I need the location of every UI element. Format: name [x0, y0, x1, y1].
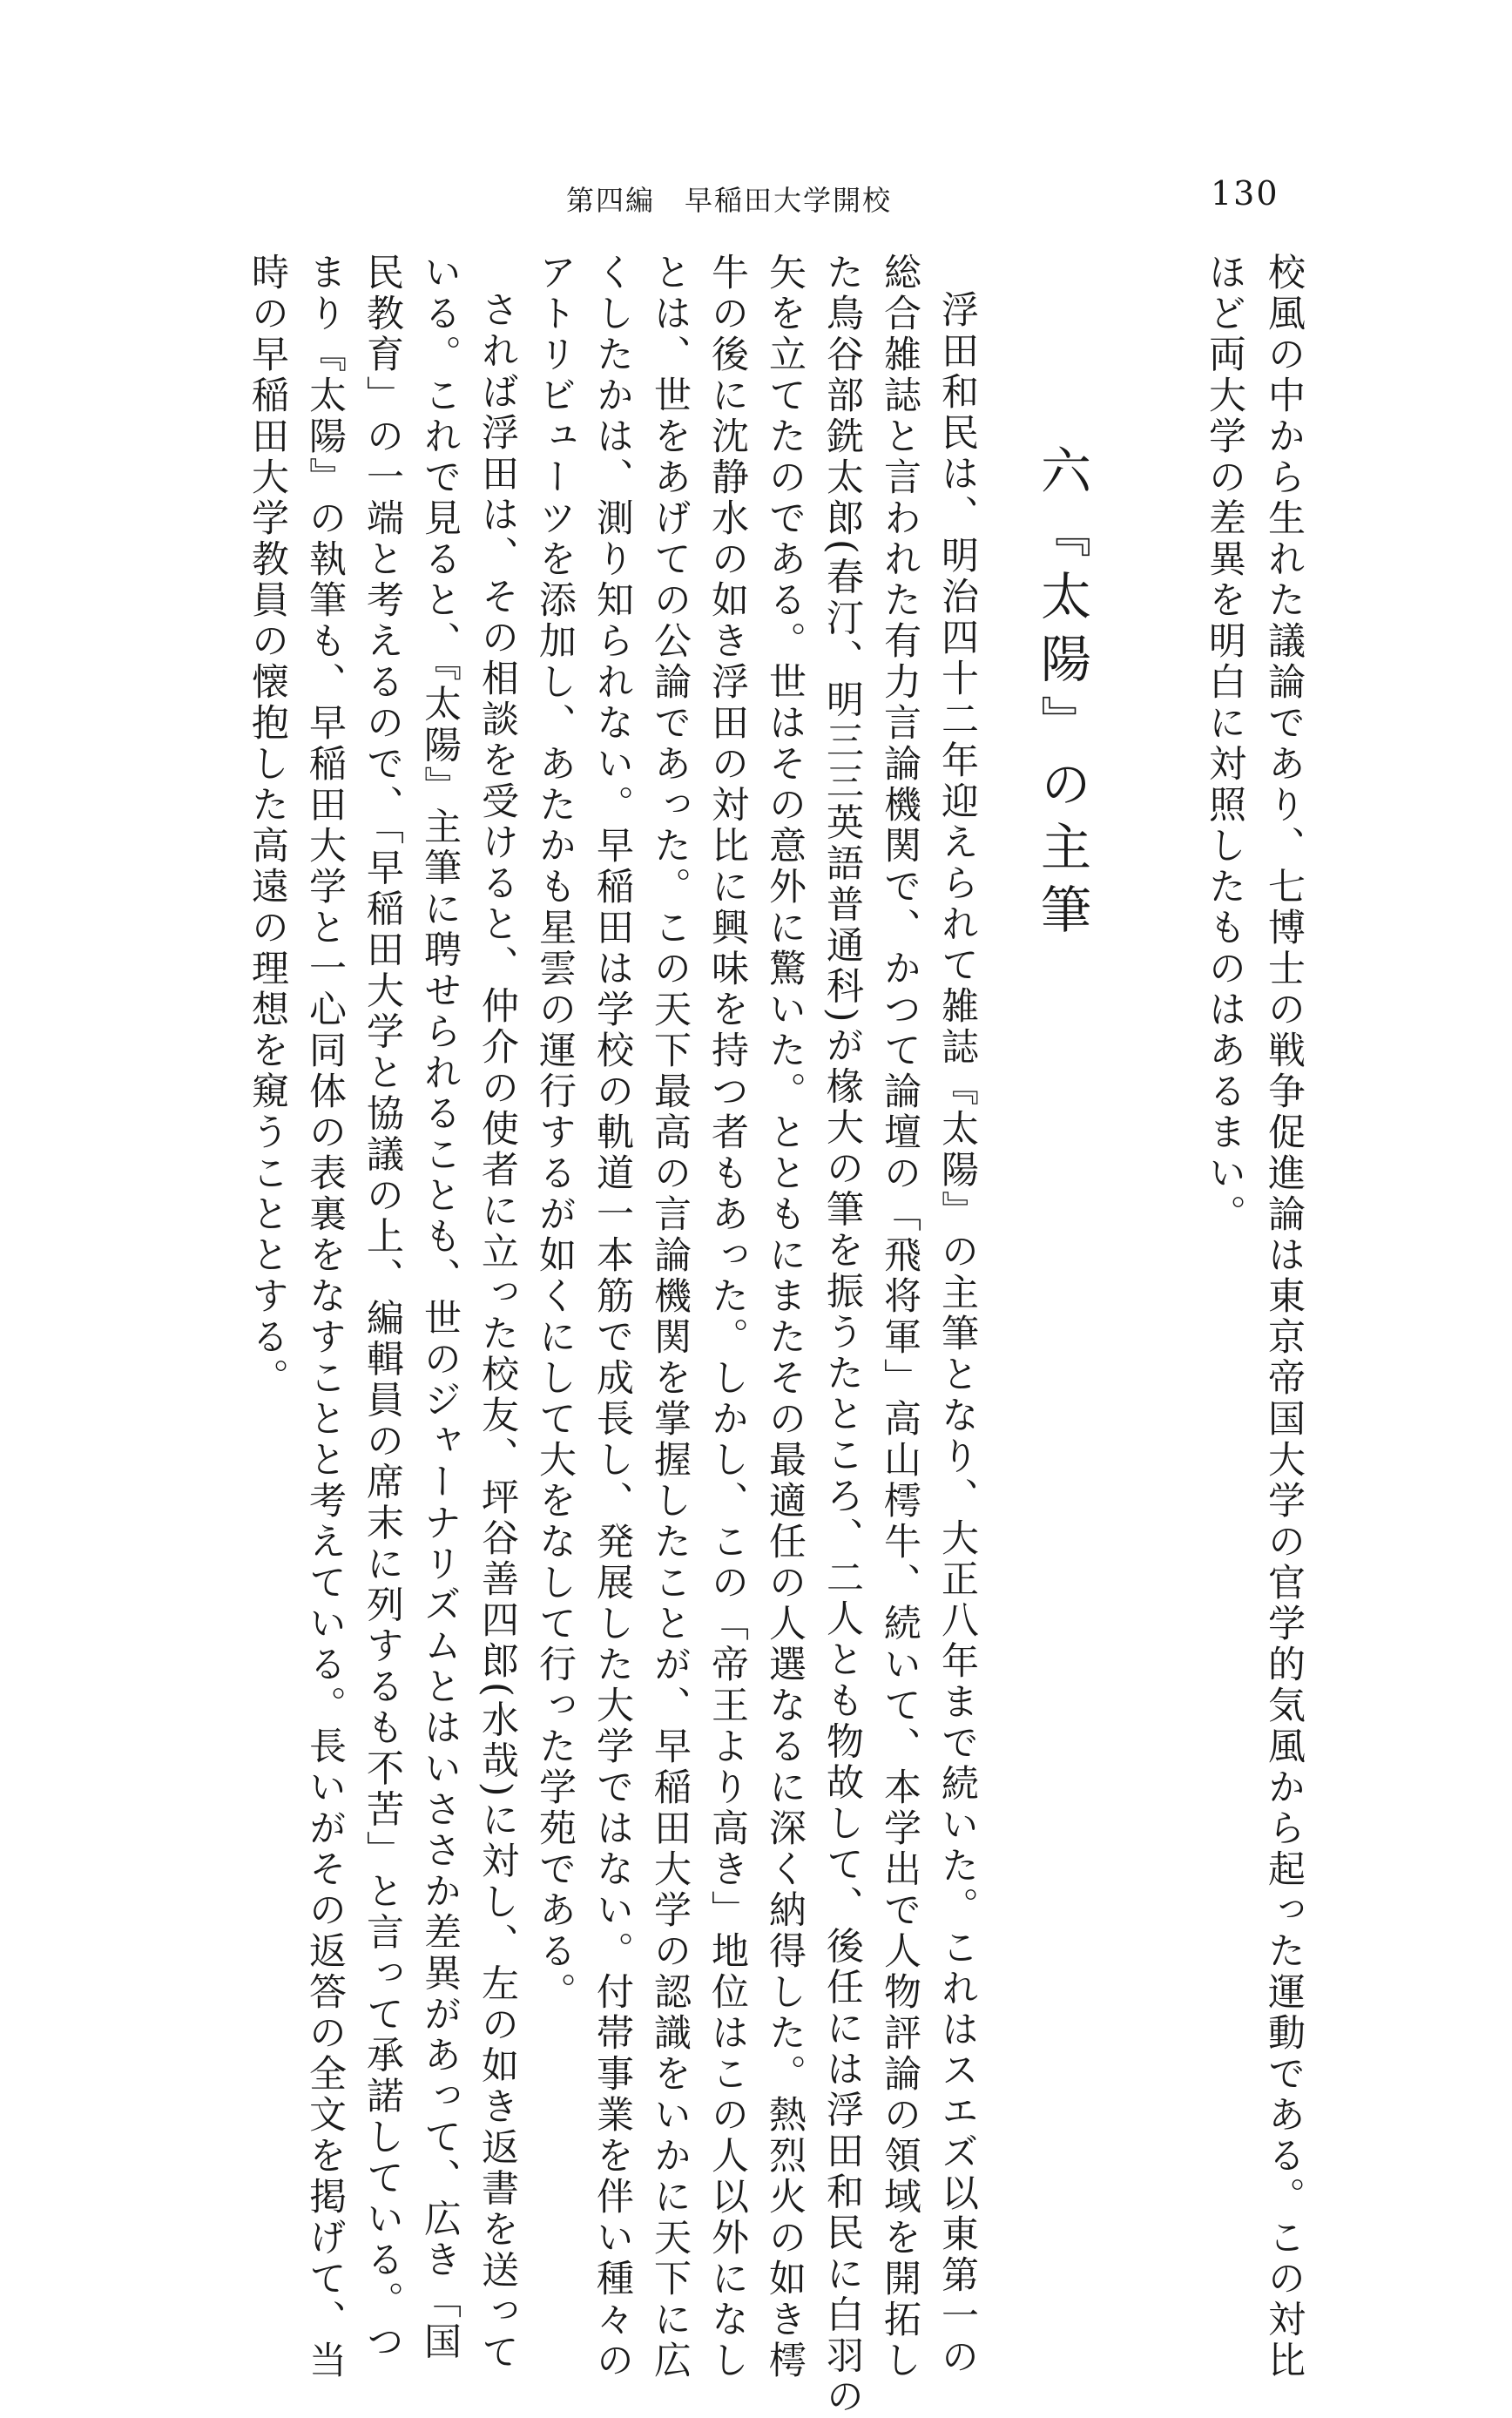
section-heading: 六『太陽』の主筆 [1032, 444, 1091, 946]
text-column: 牛の後に沈静水の如き浮田の対比に興味を持つ者もあった。しかし、この「帝王より高き」地位はこの人以外になし [705, 253, 749, 2381]
text-column: とは、世をあげての公論であった。この天下最高の言論機関を掌握したことが、早稲田大学の認識をいかに天下に広 [648, 253, 692, 2381]
text-column: ほど両大学の差異を明白に対照したものはあるまい。 [1203, 253, 1246, 1235]
text-column: 矢を立てたのである。世はその意外に驚いた。とともにまたその最適任の人選なるに深く納得した。熱烈火の如き樗 [763, 253, 807, 2381]
text-column: 浮田和民は、明治四十二年迎えられて雑誌『太陽』の主筆となり、大正八年まで続いた。これはスエズ以東第一の [935, 290, 979, 2378]
text-column: くしたかは、測り知られない。早稲田は学校の軌道一本筋で成長し、発展した大学ではない。付帯事業を伴い種々の [591, 253, 634, 2381]
text-column: されば浮田は、その相談を受けると、仲介の使者に立った校友、坪谷善四郎(水哉)に対し、左の如き返書を送って [476, 290, 519, 2374]
page-number: 130 [1211, 174, 1279, 213]
text-column: いる。これで見ると、『太陽』主筆に聘せられることも、世のジャーナリズムとはいささか差異があって、広き「国 [418, 253, 462, 2363]
text-column: アトリビューツを添加し、あたかも星雲の運行するが如くにして大をなして行った学苑である。 [533, 253, 577, 2013]
text-column: 民教育」の一端と考えるので、「早稲田大学と協議の上、編輯員の席末に列するも不苦」と言って承諾している。つ [361, 253, 404, 2363]
text-column: まり『太陽』の執筆も、早稲田大学と一心同体の表裏をなすことと考えている。長いがその返答の全文を掲げて、当 [303, 253, 347, 2381]
text-column: た鳥谷部銑太郎(春汀、明三三英語普通科)が椽大の筆を振うたところ、二人とも物故して、後任には浮田和民に白羽の [820, 253, 864, 2418]
running-head: 第四編 早稲田大学開校 [566, 184, 893, 217]
text-column: 校風の中から生れた議論であり、七博士の戦争促進論は東京帝国大学の官学的気風から起った運動である。この対比 [1262, 253, 1306, 2381]
text-column: 時の早稲田大学教員の懐抱した高遠の理想を窺うこととする。 [246, 253, 289, 1399]
text-column: 総合雑誌と言われた有力言論機関で、かつて論壇の「飛将軍」高山樗牛、続いて、本学出で人物評論の領域を開拓し [878, 253, 921, 2381]
